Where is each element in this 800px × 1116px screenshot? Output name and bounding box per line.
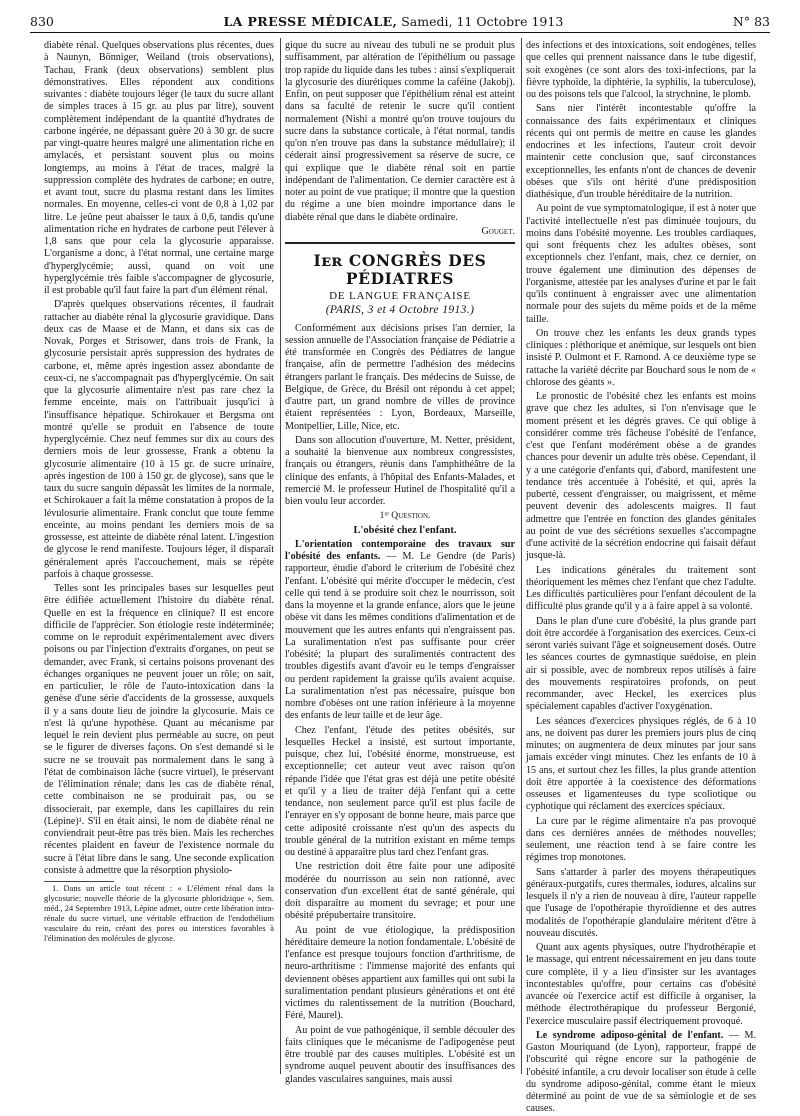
paragraph: Les séances d'exercices physiques réglés, de 6 à 10 ans, ne doivent pas durer les premiers jours plus de cinq minutes; on augmentera de deux minutes par jour sans jamais excéder vingt minutes. Chez les enfants de 10 à 15 ans, et surtout chez les filles, la plus grande attention doit être apportée à la coexistence des déformations osseuses et ligamenteuses du type scoliotique ou cyphotique qui réclament des exercices spéciaux. <box>526 715 756 813</box>
paragraph: Dans le plan d'une cure d'obésité, la plus grande part doit être accordée à l'organisation des exercices. Ceux-ci seront variés suivant l'âge et soigneusement dosés. Outre les séances courtes de gymnastique suédoise, en plein air si possible, avec de nombreux repos utilisés à faire des mouvements respiratoires profonds, on peut recommander, avec Heckel, les exercices plus spécialement capables d'activer l'oxygénation. <box>526 615 756 713</box>
paragraph: Conformément aux décisions prises l'an dernier, la session annuelle de l'Association française de Pédiatrie a été transformée en Congrès des Pédiatres de langue française, afin de permettre l'adhésion des médecins étrangers parlant le français. Des médecins de Suisse, de Belgique, de Grèce, du Brésil ont répondu à cet appel; d'autre part, un grand nombre de villes de province étaient représentées : Lyon, Bordeaux, Marseille, Montpellier, Lille, Nice, etc. <box>285 322 515 432</box>
column-3 <box>526 40 756 1115</box>
section-lead: L'orientation contemporaine des travaux sur l'obésité des enfants. <box>285 538 515 562</box>
footnote: 1. Dans un article tout récent : « L'élément rénal dans la glycosurie; nouvelle théorie de la glycosurie phloridzique », Sem. méd., 24 Septembre 1913, Lépine admet, outre cette libération intra-rénale du sucre virtuel, une véritable effraction de l'endothélium vasculaire du rein, créant des pores ou interstices favorables à l'élimination des molécules de glycose. <box>44 884 274 943</box>
issue-number: N° 83 <box>732 14 770 29</box>
footnotes <box>44 884 274 944</box>
paragraph: Les indications générales du traitement sont théoriquement les mêmes chez l'enfant que chez l'adulte. Les difficultés particulières pour l'enfant découlent de la difficulté plus grande qu'il y a à faire appel à sa volonté. <box>526 564 756 613</box>
footnote-rule <box>44 881 114 882</box>
paragraph: Une restriction doit être faite pour une adiposité modérée du nourrisson au sein non rationné, avec conservation d'un excellent état de santé générale, qui doit disparaître au moment du sevrage; et pour une obésité prépubertaire transitoire. <box>285 861 515 922</box>
column-separator <box>521 38 522 1074</box>
paragraph: Au point de vue pathogénique, il semble découler des faits cliniques que le mécanisme de l'adipogenèse peut être troublé par des causes multiples. L'obésité est un syndrome auquel peuvent aboutir des insuffisances des glandes vasculaires sanguines, mais aussi <box>285 1024 515 1085</box>
paragraph: diabète rénal. Quelques observations plus récentes, dues à Naunyn, Bönniger, Weiland (trois observations), Tachau, Frank (deux observations) semblent plus démonstratives. Elles répondent aux conditions suivantes : diabète toujours léger (le taux du sucre allant de simples traces à 15 gr. au plus par litre), souvent complètement indépendant de la quantité d'hydrates de carbone ingérée, ne dépassant guère 20 à 30 gr. de sucre par vingt-quatre heures malgré une alimentation riche en amylacés, et persistant souvent plus ou moins longtemps, au moins à l'état de traces, malgré la suppression complète des hydrates de carbone; en outre, et avant tout, sucre du plasma restant dans les limites normales. En moyenne, celles-ci vont de 0,8 à 1,02 par litre. Le jeûne peut abaisser le taux à 0,6, tandis qu'une alimentation riche en hydrates de carbone peut l'élever à 1,8 sans que pour cela la glycosurie apparaisse. L'organisme a donc, à l'état normal, une certaine marge d'hyperglycémie; aussi, quand on voit une hyperglycémie très faible s'accompagner de glycosurie, il est probable qu'il faut faire la part d'un élément rénal. <box>44 40 274 296</box>
paragraph: Le pronostic de l'obésité chez les enfants est moins grave que chez les adultes, si l'on n'envisage que le moment présent et les dégrés graves. Ce qui oblige à considérer comme très fâcheuse l'obésité de l'enfance, c'est que l'enfant modérément obèse a de grandes chances pour devenir un adulte très obèse. Cependant, il y a une catégorie d'enfants qui, d'abord, manifestent une tendance très accentuée à l'obésité, et qui, après la puberté, cessent d'engraisser, ou maigrissent, et même peuvent devenir des adolescents maigres. Il faut admettre que l'entrée en fonction des glandes génitales au point de vue des sécrétions sexuelles s'accompagne d'une activité de la sécrétion endocrine qui faisait défaut jusque-là. <box>526 391 756 562</box>
publication-title: LA PRESSE MÉDICALE, <box>223 14 398 29</box>
question-label: 1ʳᵉ Question. <box>379 511 431 522</box>
paragraph: des infections et des intoxications, soit endogènes, telles que celles qui prennent naissance dans le tube digestif, soit exogènes (ce sont alors des toxi-infections, par la fièvre typhoïde, la diphtérie, la syphilis, la tuberculose), ou des poisons tels que l'alcool, la strychnine, le plomb. <box>526 40 756 100</box>
issue-date: Samedi, 11 Octobre 1913 <box>401 14 564 29</box>
paragraph: Sans s'attarder à parler des moyens thérapeutiques généraux-purgatifs, cures thermales, iodures, alcalins sur lesquels il n'y a rien de nouveau à dire, l'auteur rappelle que l'usage de l'opothérapie thyroïdienne et des autres modalités de l'opothérapie glandulaire méritent d'être à nouveau discutés. <box>526 866 756 939</box>
paragraph: Dans son allocution d'ouverture, M. Netter, président, a souhaité la bienvenue aux nombreux congressistes, français ou étrangers, réunis dans l'amphithéâtre de la clinique des enfants, à l'hôpital des Enfants-Malades, et remercié M. le professeur Hutinel de l'hospitalité qu'il a bien voulu leur accorder. <box>285 434 515 507</box>
section-lead: Le syndrome adiposo-génital de l'enfant. <box>536 1029 724 1041</box>
page-header <box>30 14 770 32</box>
congress-subtitle: DE LANGUE FRANÇAISE <box>329 290 471 302</box>
paragraph: L'orientation contemporaine des travaux sur l'obésité des enfants. — M. Le Gendre (de Paris) rapporteur, étudie d'abord le criterium de l'obésité chez l'enfant. L'obésité qui mérite d'occuper le médecin, c'est celle qui tend à se produire soit chez le nourrisson, soit dans la moyenne et la grande enfance, alors que le jeune obèse vit dans les mêmes conditions d'alimentation et de mouvement que les autres enfants qui n'engraissent pas. La suralimentation n'est pas suffisante pour créer l'obésité; la plupart des suralimentés contractent des troubles digestifs avant d'avoir eu le temps d'engraisser ou perdent rapidement la graisse qu'ils avaient acquise. La suralimentation n'est pas nécessaire, puisque bon nombre d'obèses ont une ration inférieure à la moyenne des enfants de leur taille et de leur âge. <box>285 538 515 722</box>
column-2 <box>285 40 515 1085</box>
paragraph: Quant aux agents physiques, outre l'hydrothérapie et le massage, qui entrent nécessairement en jeu dans toute cure complète, il y a lieu d'insister sur les avantages incontestables qu'offre, pour certains cas d'obésité avancée où l'exercice actif est difficile à organiser, la méthode électrothérapique du professeur Bergonié, l'exercice musculaire passif électriquement provoqué. <box>526 942 756 1027</box>
congress-title: Iᴇʀ CONGRÈS DES PÉDIATRES <box>313 251 487 288</box>
section-rule <box>285 242 515 244</box>
question-title: L'obésité chez l'enfant. <box>353 524 457 536</box>
paragraph: Chez l'enfant, l'étude des petites obésités, sur lesquelles Heckel a insisté, est surtout importante, puisque, chez lui, l'obésité énorme, monstrueuse, est exceptionnelle; cet auteur veut avec raison qu'on répande l'idée que l'état gras est déjà une petite obésité et qu'il y a lieu de traiter déjà l'enfant qui a cette tendance, non seulement parce qu'il est plus facile de l'enrayer en s'y opposant de bonne heure, mais parce que cette adiposité croissante n'est qu'un des aspects du trouble général de la nutrition existant en même temps ou destiné à apparaître plus tard chez l'enfant gras. <box>285 724 515 858</box>
paragraph: Au point de vue étiologique, la prédisposition héréditaire demeure la notion fondamentale. L'obésité de l'enfance est presque toujours fonction d'arthritisme, de neuro-arthritisme : l'immense majorité des enfants qui deviennent obèses appartient aux familles qui ont subi la suralimentation pendant plusieurs générations et ont été victimes du ralentissement de la nutrition (Bouchard, Féré, Maurel). <box>285 924 515 1022</box>
column-1 <box>44 40 274 1074</box>
column-separator <box>280 38 281 1074</box>
paragraph: Au point de vue symptomatologique, il est à noter que l'activité intellectuelle n'est pas diminuée toujours, du moins dans l'obésité moyenne. Les troubles cardiaques, qui sont fréquents chez les adultes obèses, sont exceptionnels chez l'enfant, mais, chez ce dernier, on trouve également une diminution des dépenses de l'organisme, attestée par les analyses d'urine et par le fait qu'ils continuent à engraisser avec une alimentation normale pour des sujets du même poids et de la même taille. <box>526 203 756 325</box>
paragraph: gique du sucre au niveau des tubuli ne se produit plus suffisamment, par altération de l'épithélium ou passage trop rapide du liquide dans les tubes : ainsi s'expliquerait la glycosurie des diurétiques comme la caféine (Jakobj). Enfin, on peut supposer que l'épithélium rénal est atteint dans sa faculté de retenir le sucre qu'il contient normalement (Nishi a montré qu'on trouve toujours du sucre dans la substance corticale, à l'état normal, tandis qu'on n'en trouve pas dans la substance médullaire); il céderait ainsi progressivement sa réserve de sucre, ce qui explique que le diabète rénal soit en partie indépendant de l'alimentation. Ce dernier caractère est à noter au point de vue pratique; il montre que la question du régime a une bien moindre importance dans le diabète rénal que dans le diabète ordinaire. <box>285 40 515 223</box>
paragraph: D'après quelques observations récentes, il faudrait rattacher au diabète rénal la glycosurie gravidique. Dans deux cas de Maase et de Mann, et dans six cas de Novak, Porges et Strisower, dans trois de Frank, la glycosurie persistait après suppression des hydrates de carbone, et, même après ingestion assez abondante de ceux-ci, ne s'accompagnait pas d'hyperglycémie. On sait que la glycosurie alimentaire n'est pas rare chez la femme enceinte, mais on l'attribuait jusqu'ici à l'insuffisance hépatique. Schirokauer et Bergsma ont montré qu'elle se produit en l'absence de toute hyperglycémie. Chez neuf femmes sur dix au cours des derniers mois de leur grossesse, Frank a obtenu la glycosurie alimentaire (10 à 15 gr. de sucre urinaire, après ingestion de 100 à 150 gr. de glycose), sans que le taux du sucre sanguin dépassât les limites de la normale, et Schirokauer a fait la même constatation à propos de la lévulosurie alimentaire. Frank conclut que toute femme enceinte, au moins pendant les derniers mois de sa grossesse, est atteinte de diabète rénal latent. L'ingestion de glycose le rend manifeste. Toujours léger, il disparaît généralement après l'accouchement, mais se répète parfois à chaque grossesse. <box>44 299 274 580</box>
paragraph: Sans nier l'intérêt incontestable qu'offre la connaissance des faits expérimentaux et cliniques récents qui ont permis de mettre en cause les glandes endocrines et les infections, l'auteur croit devoir maintenir cette conclusion que, sauf circonstances exceptionnelles, les enfants n'ont de chances de devenir obèses que s'ils ont hérité d'une prédisposition diathésique, d'un trouble héréditaire de la nutrition. <box>526 103 756 200</box>
paragraph: Le syndrome adiposo-génital de l'enfant. — M. Gaston Mouriquand (de Lyon), rapporteur, frappé de l'obscurité qui règne encore sur la pathogénie de l'obésité infantile, a cru devoir localiser son étude à celle du syndrome adiposo-génital, comme étant le mieux déterminé au point de vue de sa sémiologie et de ses causes. <box>526 1029 756 1115</box>
congress-date: (PARIS, 3 et 4 Octobre 1913.) <box>325 304 475 317</box>
paragraph: On trouve chez les enfants les deux grands types cliniques : pléthorique et anémique, sur lesquels ont bien insisté P. Oulmont et F. Ramond. A ce deuxième type se rattache la variété décrite par Bouchard sous le nom de « chlorose des géants ». <box>526 327 756 388</box>
paragraph: Telles sont les principales bases sur lesquelles peut être édifiée actuellement l'histoire du diabète rénal. Quelle en est la fréquence en clinique? Il est encore difficile de l'apprécier. Son étiologie reste indéterminée; comme on le reproduit expérimentalement avec divers poisons ou par l'injection d'extraits d'organes, on peut se demander, avec Frank, si certains poisons provenant des échanges organiques ne peuvent jouer un rôle; on sait, en particulier, le rôle de l'auto-intoxication dans la genèse d'une série d'accidents de la grossesse, auxquels il y a sans doute lieu de joindre la glycosurie. Mais ce n'est là qu'une hypothèse. Quant au mécanisme par lequel le rein devient plus perméable au sucre, on peut se le figurer de diverses façons. On s'est demandé si le sucre ne se trouvait pas normalement dans le sang à l'état de combinaison lâche (sucre virtuel), le préservant de l'élimination rénale; dans les cas de diabète rénal, cette combinaison ne se produirait pas, ou se dissocierait, par exemple, dans les capillaires du rein (Lépine)¹. S'il en était ainsi, le nom de diabète rénal ne conviendrait peut-être pas très bien. Mais les recherches récentes plaident en faveur de l'existence normale du sucre à l'état libre dans le sang. Une seconde explication consiste à admettre que la résorption physiolo- <box>44 583 274 876</box>
author-signature: Gougeт. <box>481 225 515 237</box>
page-number: 830 <box>30 14 54 29</box>
header-rule <box>30 32 770 33</box>
paragraph: La cure par le régime alimentaire n'a pas provoqué dans ces dernières années de méthodes nouvelles; seulement, une réaction tend à se faire contre les régimes trop monotones. <box>526 815 756 864</box>
